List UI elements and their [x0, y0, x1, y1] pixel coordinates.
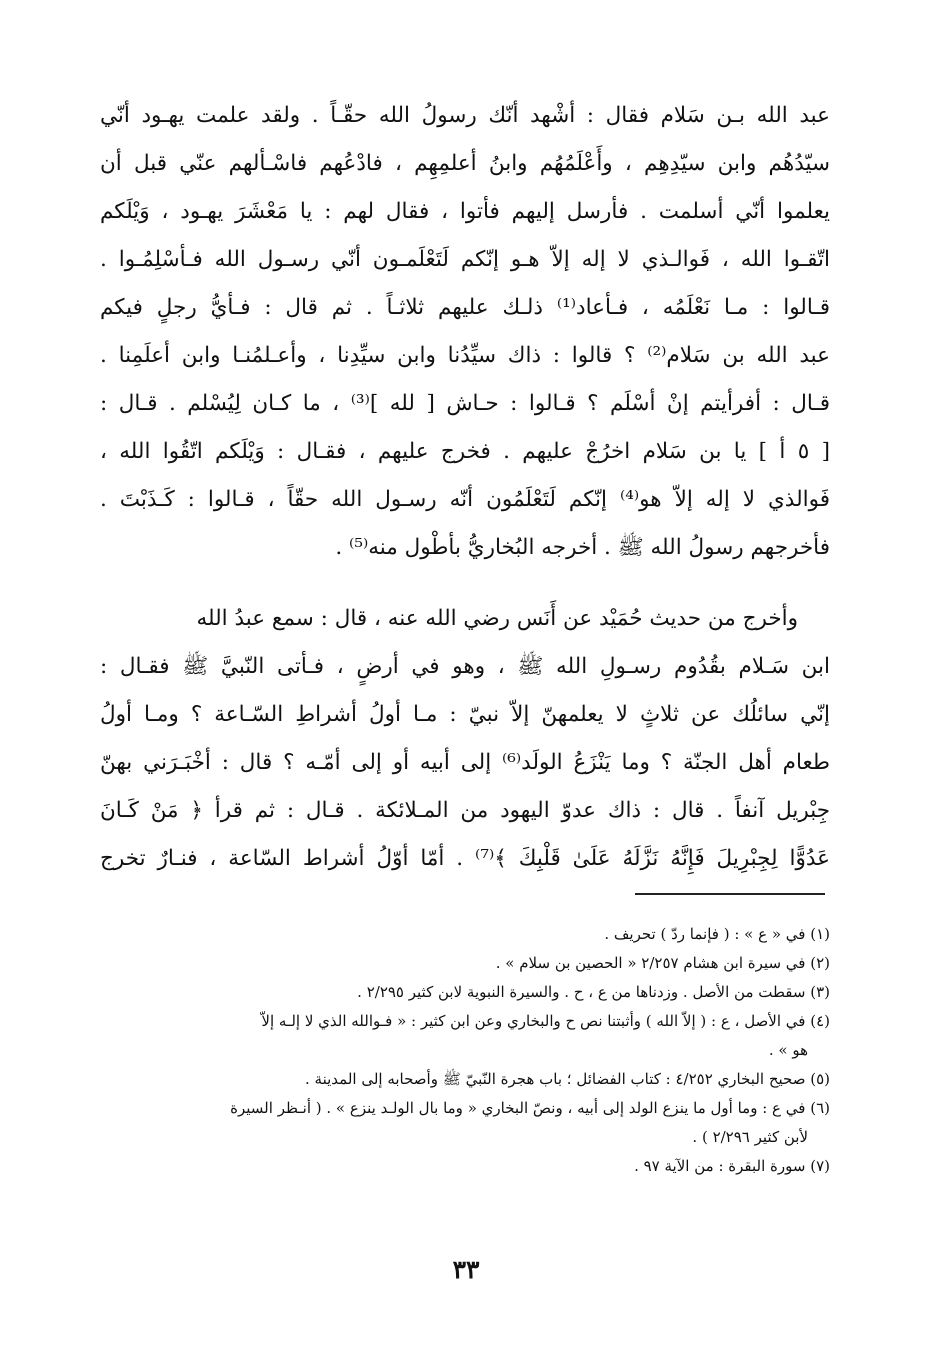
footnote-3: (٣) سقطت من الأصل . وزدناها من ع ، ح . والسيرة النبوية لابن كثير ٢/٢٩٥ . — [357, 983, 830, 1001]
footnote-separator — [635, 893, 825, 895]
text-line: قـالوا : مـا نَعْلَمُه ، فـأعاد⁽¹⁾ ذلـك عليهم ثلاثـاً . ثم قال : فـأيُّ رجلٍ فيكم — [100, 295, 830, 320]
text-line: عَدُوًّا لِجِبْرِيلَ فَإِنَّهُ نَزَّلَهُ عَلَىٰ قَلْبِكَ ﴾⁽⁷⁾ . أمّا أوّلُ أشراط السّاعة ، فنـارٌ تخرج — [100, 846, 830, 871]
footnote-4-continued: هو » . — [768, 1041, 808, 1059]
text-line: ابن سَـلام بقُدُوم رسـولِ الله ﷺ ، وهو في أرضٍ ، فـأتى النّبيَّ ﷺ فقـال : — [100, 654, 830, 679]
text-line: عبد الله بـن سَلام فقال : أشْهد أنّك رسولُ الله حقّـاً . ولقد علمت يهـود أنّي — [100, 103, 830, 128]
footnote-4: (٤) في الأصل ، ع : ( إلاّ الله ) وأثبتنا نص ح والبخاري وعن ابن كثير : « فـوالله الذي لا إلـه إلاّ — [261, 1012, 830, 1030]
text-line: قـال : أفرأيتم إنْ أسْلَم ؟ قـالوا : حـاش [ لله ]⁽³⁾ ، ما كـان لِيُسْلم . قـال : — [100, 391, 830, 416]
page-number: ٣٣ — [452, 1255, 480, 1284]
paragraph-1 — [100, 92, 830, 572]
text-line: [ ٥ أ ] يا بن سَلام اخرُجْ عليهم . فخرج عليهم ، فقـال : وَيْلَكم اتّقُوا الله ، — [100, 439, 830, 464]
text-line: طعام أهل الجنّة ؟ وما يَنْزَعُ الولَد⁽⁶⁾ إلى أبيه أو إلى أمّـه ؟ قال : أخْبَـرَني بهنّ — [100, 750, 830, 775]
text-line: جِبْريل آنفاً . قال : ذاك عدوّ اليهود من المـلائكة . قـال : ثم قرأ ﴿ مَنْ كَـانَ — [100, 798, 830, 823]
footnote-2: (٢) في سيرة ابن هشام ٢/٢٥٧ « الحصين بن سلام » . — [495, 954, 830, 972]
footnote-1: (١) في « ع » : ( فإنما ردّ ) تحريف . — [604, 925, 830, 943]
text-line: فأخرجهم رسولُ الله ﷺ . أخرجه البُخاريُّ بأطْول منه⁽⁵⁾ . — [335, 535, 830, 560]
text-line: وأخرج من حديث حُمَيْد عن أَنَس رضي الله عنه ، قال : سمع عبدُ الله — [196, 606, 798, 631]
footnote-6: (٦) في ع : وما أول ما ينزع الولد إلى أبيه ، ونصّ البخاري « وما بال الولـد ينزع » . ( أنـظر السيرة — [230, 1099, 830, 1117]
footnotes — [100, 920, 830, 1181]
text-line: سيّدُهُم وابن سيّدِهِم ، وأَعْلَمُهُم وابنُ أعلمِهِم ، فادْعُهم فاسْـألهم عنّي قبل أن — [100, 151, 830, 176]
footnote-7: (٧) سورة البقرة : من الآية ٩٧ . — [634, 1157, 830, 1175]
text-line: عبد الله بن سَلام⁽²⁾ ؟ قالوا : ذاك سيِّدُنا وابن سيِّدِنا ، وأعـلمُنـا وابن أعلَمِنا . — [100, 343, 830, 368]
text-line: يعلموا أنّي أسلمت . فأرسل إليهم فأتوا ، فقال لهم : يا مَعْشَرَ يهـود ، وَيْلَكم — [100, 199, 830, 224]
text-line: اتّقـوا الله ، فَوالـذي لا إله إلاّ هـو إنّكم لَتَعْلَمـون أنّي رسـول الله فـأسْلِمُـوا . — [100, 247, 830, 272]
paragraph-2 — [100, 595, 830, 883]
footnote-5: (٥) صحيح البخاري ٤/٢٥٢ : كتاب الفضائل ؛ باب هجرة النّبيّ ﷺ وأصحابه إلى المدينة . — [305, 1070, 830, 1088]
text-line: إنّي سائلُك عن ثلاثٍ لا يعلمهنّ إلاّ نبيّ : مـا أولُ أشراطِ السّـاعة ؟ ومـا أولُ — [100, 702, 830, 727]
footnote-6-continued: لأبن كثير ٢/٢٩٦ ) . — [692, 1128, 808, 1146]
text-line: فَوالذي لا إله إلاّ هو⁽⁴⁾ إنّكم لَتَعْلَمُون أنّه رسـول الله حقّاً ، قـالوا : كَـذَبْتَ . — [100, 487, 831, 512]
